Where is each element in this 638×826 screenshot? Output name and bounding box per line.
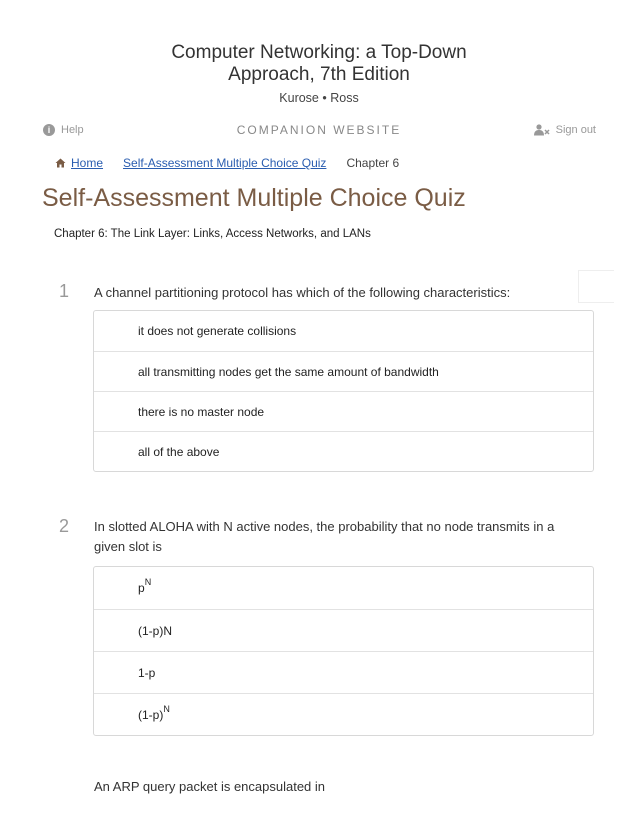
option-text: 1-p — [138, 665, 156, 680]
option-text: all of the above — [138, 444, 220, 459]
question-text: A channel partitioning protocol has which of the following characteristics: — [94, 285, 511, 300]
top-nav — [0, 121, 638, 141]
option-text: (1-p)N — [138, 623, 173, 638]
breadcrumb-quiz-link[interactable]: Self-Assessment Multiple Choice Quiz — [123, 156, 327, 170]
sign-out-link[interactable] — [534, 124, 596, 136]
option-text: there is no master node — [138, 404, 265, 419]
question-text: In slotted ALOHA with N active nodes, the probability that no node transmits in a given slot is — [94, 519, 555, 554]
answer-option[interactable] — [94, 431, 593, 471]
breadcrumb-current: Chapter 6 — [346, 156, 400, 170]
help-label: Help — [61, 124, 84, 136]
authors: Kurose • Ross — [279, 91, 359, 105]
user-x-icon — [534, 124, 550, 136]
home-icon — [55, 158, 66, 168]
answer-options — [93, 310, 594, 472]
companion-website-label: COMPANION WEBSITE — [236, 123, 402, 137]
answer-option[interactable] — [94, 311, 593, 351]
info-icon: i — [43, 124, 55, 136]
option-superscript: N — [144, 577, 152, 587]
question-number: 1 — [59, 281, 70, 301]
book-title — [0, 42, 638, 86]
answer-options — [93, 566, 594, 736]
book-title-line2: Approach, 7th Edition — [228, 64, 410, 85]
breadcrumb — [55, 156, 399, 170]
book-title-line1: Computer Networking: a Top-Down — [171, 42, 467, 63]
option-text: p — [138, 581, 145, 595]
breadcrumb-home — [55, 156, 103, 170]
option-text: (1-p) — [138, 707, 164, 722]
question-number: 2 — [59, 516, 70, 536]
answer-option[interactable] — [94, 567, 593, 609]
question-text: An ARP query packet is encapsulated in — [94, 779, 326, 794]
answer-option[interactable] — [94, 391, 593, 431]
chapter-subtitle: Chapter 6: The Link Layer: Links, Access Networks, and LANs — [54, 228, 371, 240]
answer-option[interactable] — [94, 651, 593, 693]
option-text: all transmitting nodes get the same amount of bandwidth — [138, 364, 439, 379]
page-title: Self-Assessment Multiple Choice Quiz — [42, 184, 466, 212]
sign-out-label: Sign out — [555, 124, 596, 136]
breadcrumb-home-link[interactable]: Home — [71, 156, 104, 170]
option-superscript: N — [163, 703, 170, 714]
answer-option[interactable] — [94, 609, 593, 651]
answer-option[interactable] — [94, 351, 593, 391]
option-text: it does not generate collisions — [138, 324, 297, 338]
answer-option[interactable] — [94, 693, 593, 735]
